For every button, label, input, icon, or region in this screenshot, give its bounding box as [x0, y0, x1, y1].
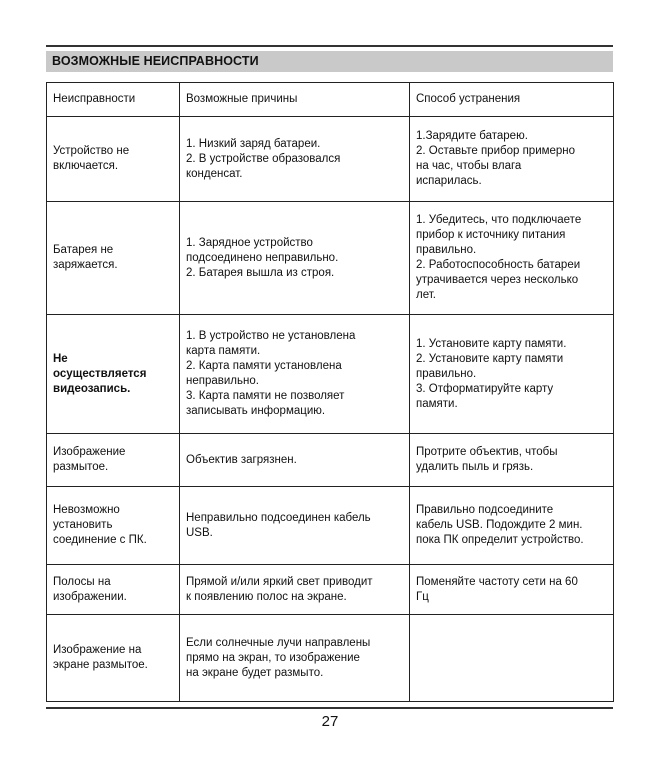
header-fault: Неисправности — [47, 83, 180, 117]
fault-cell: Не осуществляется видеозапись. — [47, 315, 180, 434]
table-row — [47, 565, 614, 615]
table-row — [47, 117, 614, 202]
cause-cell: 1. Низкий заряд батареи. 2. В устройстве образовался конденсат. — [180, 117, 410, 202]
troubleshooting-table — [46, 82, 614, 702]
header-cause: Возможные причины — [180, 83, 410, 117]
bottom-rule — [46, 707, 613, 709]
fix-cell: 1.Зарядите батарею. 2. Оставьте прибор примерно на час, чтобы влага испарилась. — [410, 117, 614, 202]
cause-cell: 1. Зарядное устройство подсоединено неправильно. 2. Батарея вышла из строя. — [180, 202, 410, 315]
fix-cell — [410, 615, 614, 702]
cause-cell: 1. В устройство не установлена карта памяти. 2. Карта памяти установлена неправильно. 3. Карта памяти не позволяет записывать информацию. — [180, 315, 410, 434]
fix-cell: Поменяйте частоту сети на 60 Гц — [410, 565, 614, 615]
cause-cell: Объектив загрязнен. — [180, 434, 410, 487]
section-title: ВОЗМОЖНЫЕ НЕИСПРАВНОСТИ — [46, 51, 613, 72]
table-header-row — [47, 83, 614, 117]
fix-cell: 1. Убедитесь, что подключаете прибор к источнику питания правильно. 2. Работоспособность батареи утрачивается через несколько лет. — [410, 202, 614, 315]
fault-cell: Батарея не заряжается. — [47, 202, 180, 315]
fault-cell: Невозможно установить соединение с ПК. — [47, 487, 180, 565]
fix-cell: Правильно подсоедините кабель USB. Подождите 2 мин. пока ПК определит устройство. — [410, 487, 614, 565]
fault-cell: Полосы на изображении. — [47, 565, 180, 615]
table-row — [47, 487, 614, 565]
table-row — [47, 615, 614, 702]
fault-cell: Изображение на экране размытое. — [47, 615, 180, 702]
fix-cell: Протрите объектив, чтобы удалить пыль и грязь. — [410, 434, 614, 487]
page-number: 27 — [321, 713, 339, 730]
table-row — [47, 202, 614, 315]
fix-cell: 1. Установите карту памяти. 2. Установите карту памяти правильно. 3. Отформатируйте карту памяти. — [410, 315, 614, 434]
cause-cell: Неправильно подсоединен кабель USB. — [180, 487, 410, 565]
fault-cell: Изображение размытое. — [47, 434, 180, 487]
fault-cell: Устройство не включается. — [47, 117, 180, 202]
top-rule — [46, 45, 613, 47]
header-fix: Способ устранения — [410, 83, 614, 117]
table-row — [47, 315, 614, 434]
cause-cell: Если солнечные лучи направлены прямо на экран, то изображение на экране будет размыто. — [180, 615, 410, 702]
table-row — [47, 434, 614, 487]
cause-cell: Прямой и/или яркий свет приводит к появлению полос на экране. — [180, 565, 410, 615]
